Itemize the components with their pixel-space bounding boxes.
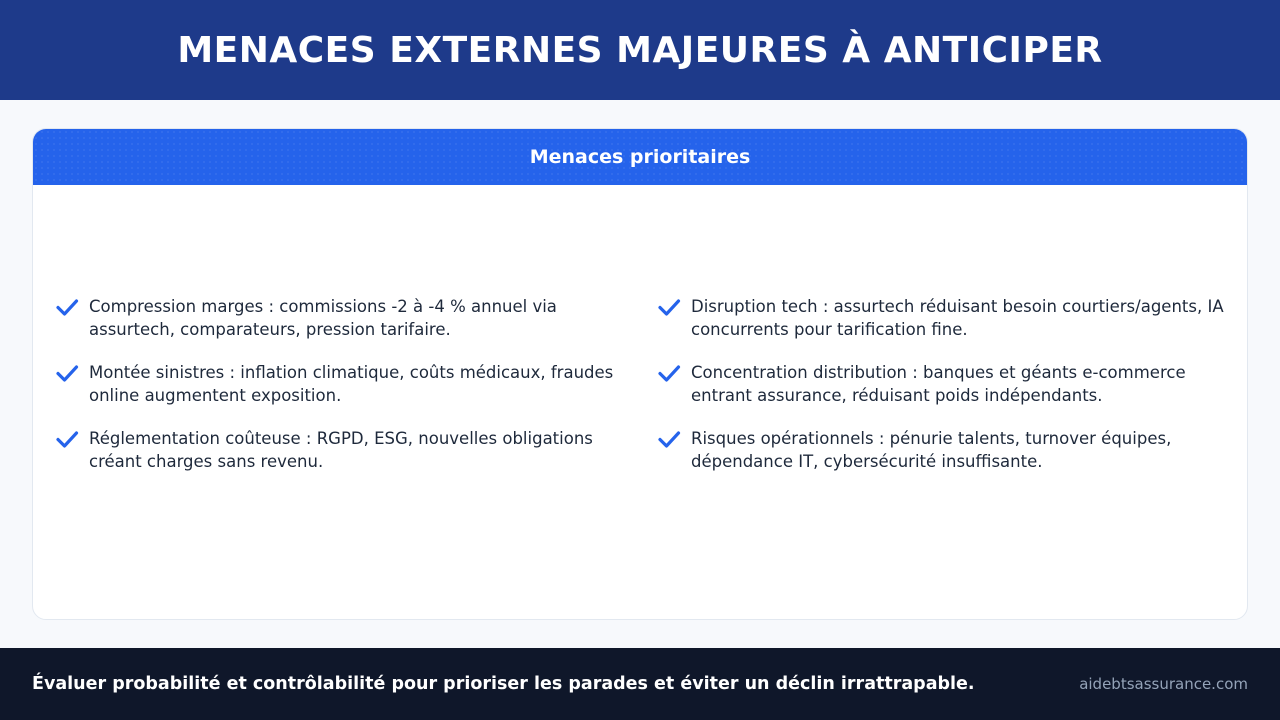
list-item-text: Compression marges : commissions -2 à -4 % annuel via assurtech, comparateurs, pression tarifaire. (89, 297, 557, 339)
footer-site: aidebtsassurance.com (1079, 675, 1248, 693)
list-item-text: Disruption tech : assurtech réduisant besoin courtiers/agents, IA concurrents pour tarification fine. (691, 297, 1224, 339)
list-item (55, 361, 625, 407)
check-icon (55, 427, 79, 451)
list-item-text: Montée sinistres : inflation climatique, coûts médicaux, fraudes online augmentent exposition. (89, 363, 614, 405)
list-item (55, 427, 625, 473)
check-icon (55, 361, 79, 385)
list-item (657, 361, 1227, 407)
list-item (657, 427, 1227, 473)
footer-tagline: Évaluer probabilité et contrôlabilité pour prioriser les parades et éviter un déclin irrattrapable. (32, 674, 975, 694)
check-icon (657, 295, 681, 319)
list-item (657, 295, 1227, 341)
threats-column-left (55, 295, 625, 493)
check-icon (657, 361, 681, 385)
card-header (33, 129, 1247, 185)
threats-card (32, 128, 1248, 620)
list-item-text: Risques opérationnels : pénurie talents, turnover équipes, dépendance IT, cybersécurité insuffisante. (691, 429, 1172, 471)
card-title: Menaces prioritaires (529, 146, 751, 168)
check-icon (55, 295, 79, 319)
list-item-text: Concentration distribution : banques et géants e-commerce entrant assurance, réduisant poids indépendants. (691, 363, 1186, 405)
threats-columns (55, 295, 1227, 493)
page-title: MENACES EXTERNES MAJEURES À ANTICIPER (177, 29, 1103, 71)
page-footer (0, 648, 1280, 720)
check-icon (657, 427, 681, 451)
list-item (55, 295, 625, 341)
list-item-text: Réglementation coûteuse : RGPD, ESG, nouvelles obligations créant charges sans revenu. (89, 429, 593, 471)
page-header (0, 0, 1280, 100)
threats-column-right (657, 295, 1227, 493)
